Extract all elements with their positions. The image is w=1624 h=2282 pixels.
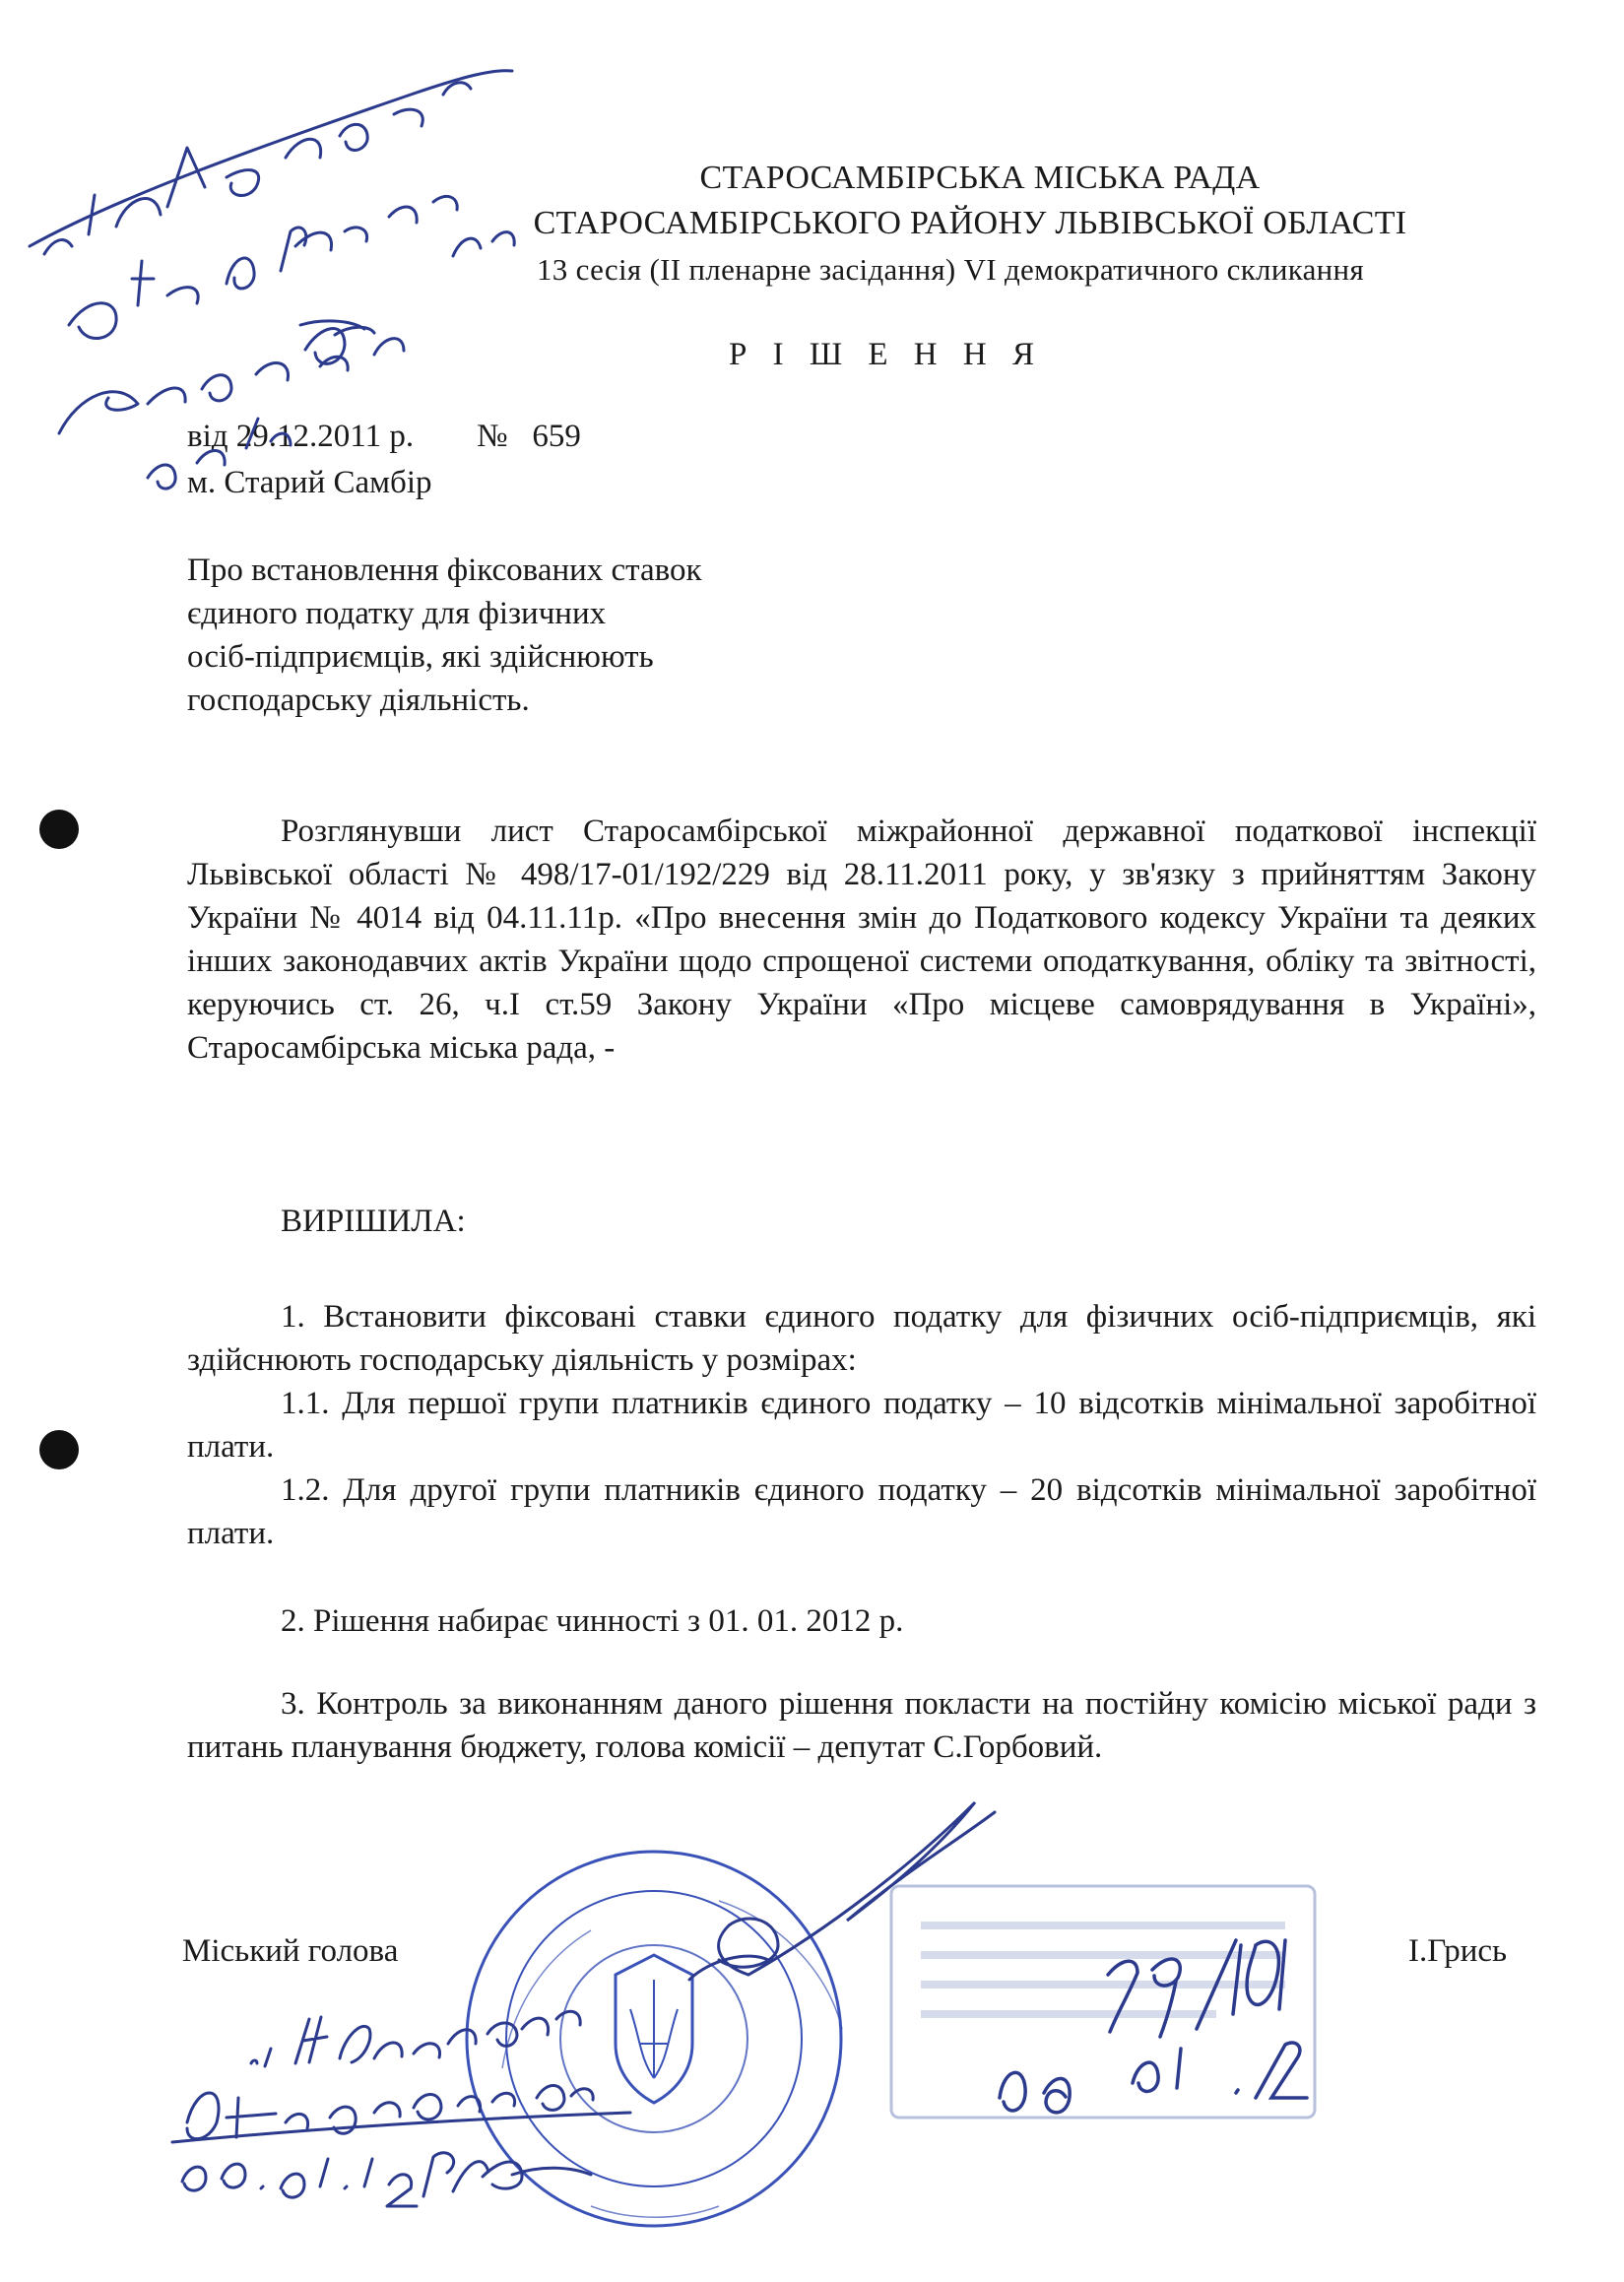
rectangular-stamp (891, 1886, 1315, 2118)
session-line: 13 сесія (ІІ пленарне засідання) VІ демократичного скликання (536, 252, 1364, 287)
decision-place: м. Старий Самбір (187, 465, 432, 500)
signatory-name: І.Грись (1408, 1933, 1508, 1969)
subject-line: осіб-підприємців, які здійснюють (187, 639, 654, 675)
registration-number-handwritten (1000, 1940, 1307, 2113)
subject-line: Про встановлення фіксованих ставок (187, 553, 702, 588)
round-stamp (467, 1852, 842, 2226)
mayor-signature (689, 1802, 995, 1980)
punch-hole-icon (39, 810, 79, 849)
signatory-position: Міський голова (182, 1933, 399, 1969)
punch-hole-icon (39, 1430, 79, 1469)
item-1: 1. Встановити фіксовані ставки єдиного податку для фізичних осіб-підприємців, які здійснюють господарську діяльність у розмірах: (187, 1299, 1536, 1378)
district-name: СТАРОСАМБІРСЬКОГО РАЙОНУ ЛЬВІВСЬКОЇ ОБЛАСТІ (533, 205, 1407, 241)
decision-subject (187, 549, 702, 722)
decision-number: № 659 (477, 419, 581, 454)
preamble-paragraph: Розглянувши лист Старосамбірської міжрайонної державної податкової інспекції Львівської області № 498/17-01/192/229 від 28.11.2011 року, у зв'язку з прийняттям Закону України № 4014 від 04.11.11р. «Про внесення змін до Податкового кодексу України та деяких інших законодавчих актів України щодо спрощеної системи оподаткування, обліку та звітності, керуючись ст. 26, ч.І ст.59 Закону України «Про місцеве самоврядування в Україні», Старосамбірська міська рада, - (187, 814, 1536, 1066)
decision-date-line (187, 419, 581, 455)
item-1-2: 1.2. Для другої групи платників єдиного податку – 20 відсотків мінімальної заробітної плати. (187, 1472, 1536, 1551)
subject-line: господарську діяльність. (187, 683, 530, 718)
resolved-heading: ВИРІШИЛА: (281, 1204, 466, 1239)
item-3: 3. Контроль за виконанням даного рішення покласти на постійну комісію міської ради з питань планування бюджету, голова комісії – депутат С.Горбовий. (187, 1686, 1536, 1765)
handwritten-note-bottom-left (172, 2011, 630, 2206)
item-1-1: 1.1. Для першої групи платників єдиного податку – 10 відсотків мінімальної заробітної плати. (187, 1386, 1536, 1465)
decision-date: від 29.12.2011 р. (187, 419, 415, 454)
document-title: Р І Ш Е Н Н Я (729, 337, 1043, 372)
council-name: СТАРОСАМБІРСЬКА МІСЬКА РАДА (699, 160, 1261, 196)
subject-line: єдиного податку для фізичних (187, 596, 607, 631)
item-2: 2. Рішення набирає чинності з 01. 01. 2012 р. (281, 1603, 904, 1639)
